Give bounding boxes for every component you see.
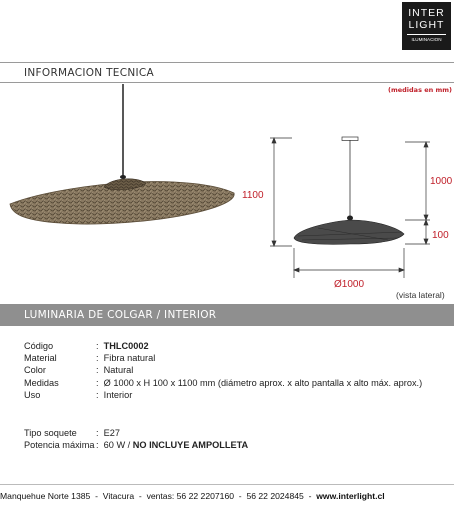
- spec-key: Material: [24, 353, 57, 364]
- logo-line-1: INTER: [408, 7, 445, 19]
- logo-tagline: ILUMINACION: [411, 37, 442, 42]
- footer-divider: [0, 484, 454, 485]
- spec-key: Potencia máxima: [24, 440, 95, 451]
- spec-value: : Ø 1000 x H 100 x 1100 mm (diámetro aprox. x alto pantalla x alto máx. aprox.): [96, 377, 423, 388]
- section-divider-bottom: [0, 82, 454, 83]
- ceiling-canopy: [342, 137, 358, 141]
- dimension-height-total: 1100: [242, 190, 264, 201]
- spec-value: : Fibra natural: [96, 353, 156, 364]
- footer-address: Manquehue Norte 1385: [0, 491, 91, 501]
- footer-sales-phone: ventas: 56 22 2207160: [146, 491, 235, 501]
- footer-phone-2: 56 22 2024845: [246, 491, 304, 501]
- brand-logo: [402, 2, 451, 50]
- spec-value: : 60 W / NO INCLUYE AMPOLLETA: [96, 440, 249, 451]
- spec-row: [24, 340, 422, 352]
- section-divider-top: [0, 62, 454, 63]
- units-note: (medidas en mm): [388, 86, 453, 94]
- footer-website-link[interactable]: www.interlight.cl: [316, 491, 385, 501]
- spec-key: Medidas: [24, 377, 59, 388]
- spec-row: [24, 364, 422, 376]
- product-photo: [0, 84, 250, 244]
- spec-row: [24, 439, 422, 451]
- section-title-product: LUMINARIA DE COLGAR / INTERIOR: [24, 309, 217, 321]
- logo-line-2: LIGHT: [408, 19, 445, 31]
- spec-key: Código: [24, 341, 54, 351]
- spec-key: Uso: [24, 389, 41, 400]
- spec-table: [24, 340, 422, 451]
- spec-value: : Interior: [96, 389, 133, 400]
- dimension-shade-height: 100: [432, 230, 449, 241]
- spec-value: : E27: [96, 427, 121, 438]
- spec-row: [24, 377, 422, 389]
- drawing-shade: [294, 220, 404, 244]
- spec-row: [24, 427, 422, 439]
- spec-value: : THLC0002: [96, 341, 149, 351]
- dimension-diameter: Ø1000: [334, 279, 365, 290]
- footer-contact: Manquehue Norte 1385 - Vitacura - ventas: 56 22 2207160 - 56 22 2024845 - www.interlight.cl: [0, 491, 385, 501]
- socket-cap: [120, 175, 126, 179]
- view-label: (vista lateral): [396, 290, 445, 300]
- section-title-technical: INFORMACION TECNICA: [24, 67, 155, 79]
- dimension-cable-length: 1000: [430, 176, 453, 187]
- logo-divider: [407, 34, 446, 35]
- section-band-product: [0, 304, 454, 326]
- spec-row: [24, 389, 422, 401]
- spec-key: Color: [24, 365, 46, 376]
- spec-key: Tipo soquete: [24, 427, 77, 438]
- spec-value: : Natural: [96, 365, 134, 376]
- footer-city: Vitacura: [102, 491, 135, 501]
- spec-row: [24, 352, 422, 364]
- dimension-drawing: [258, 128, 454, 288]
